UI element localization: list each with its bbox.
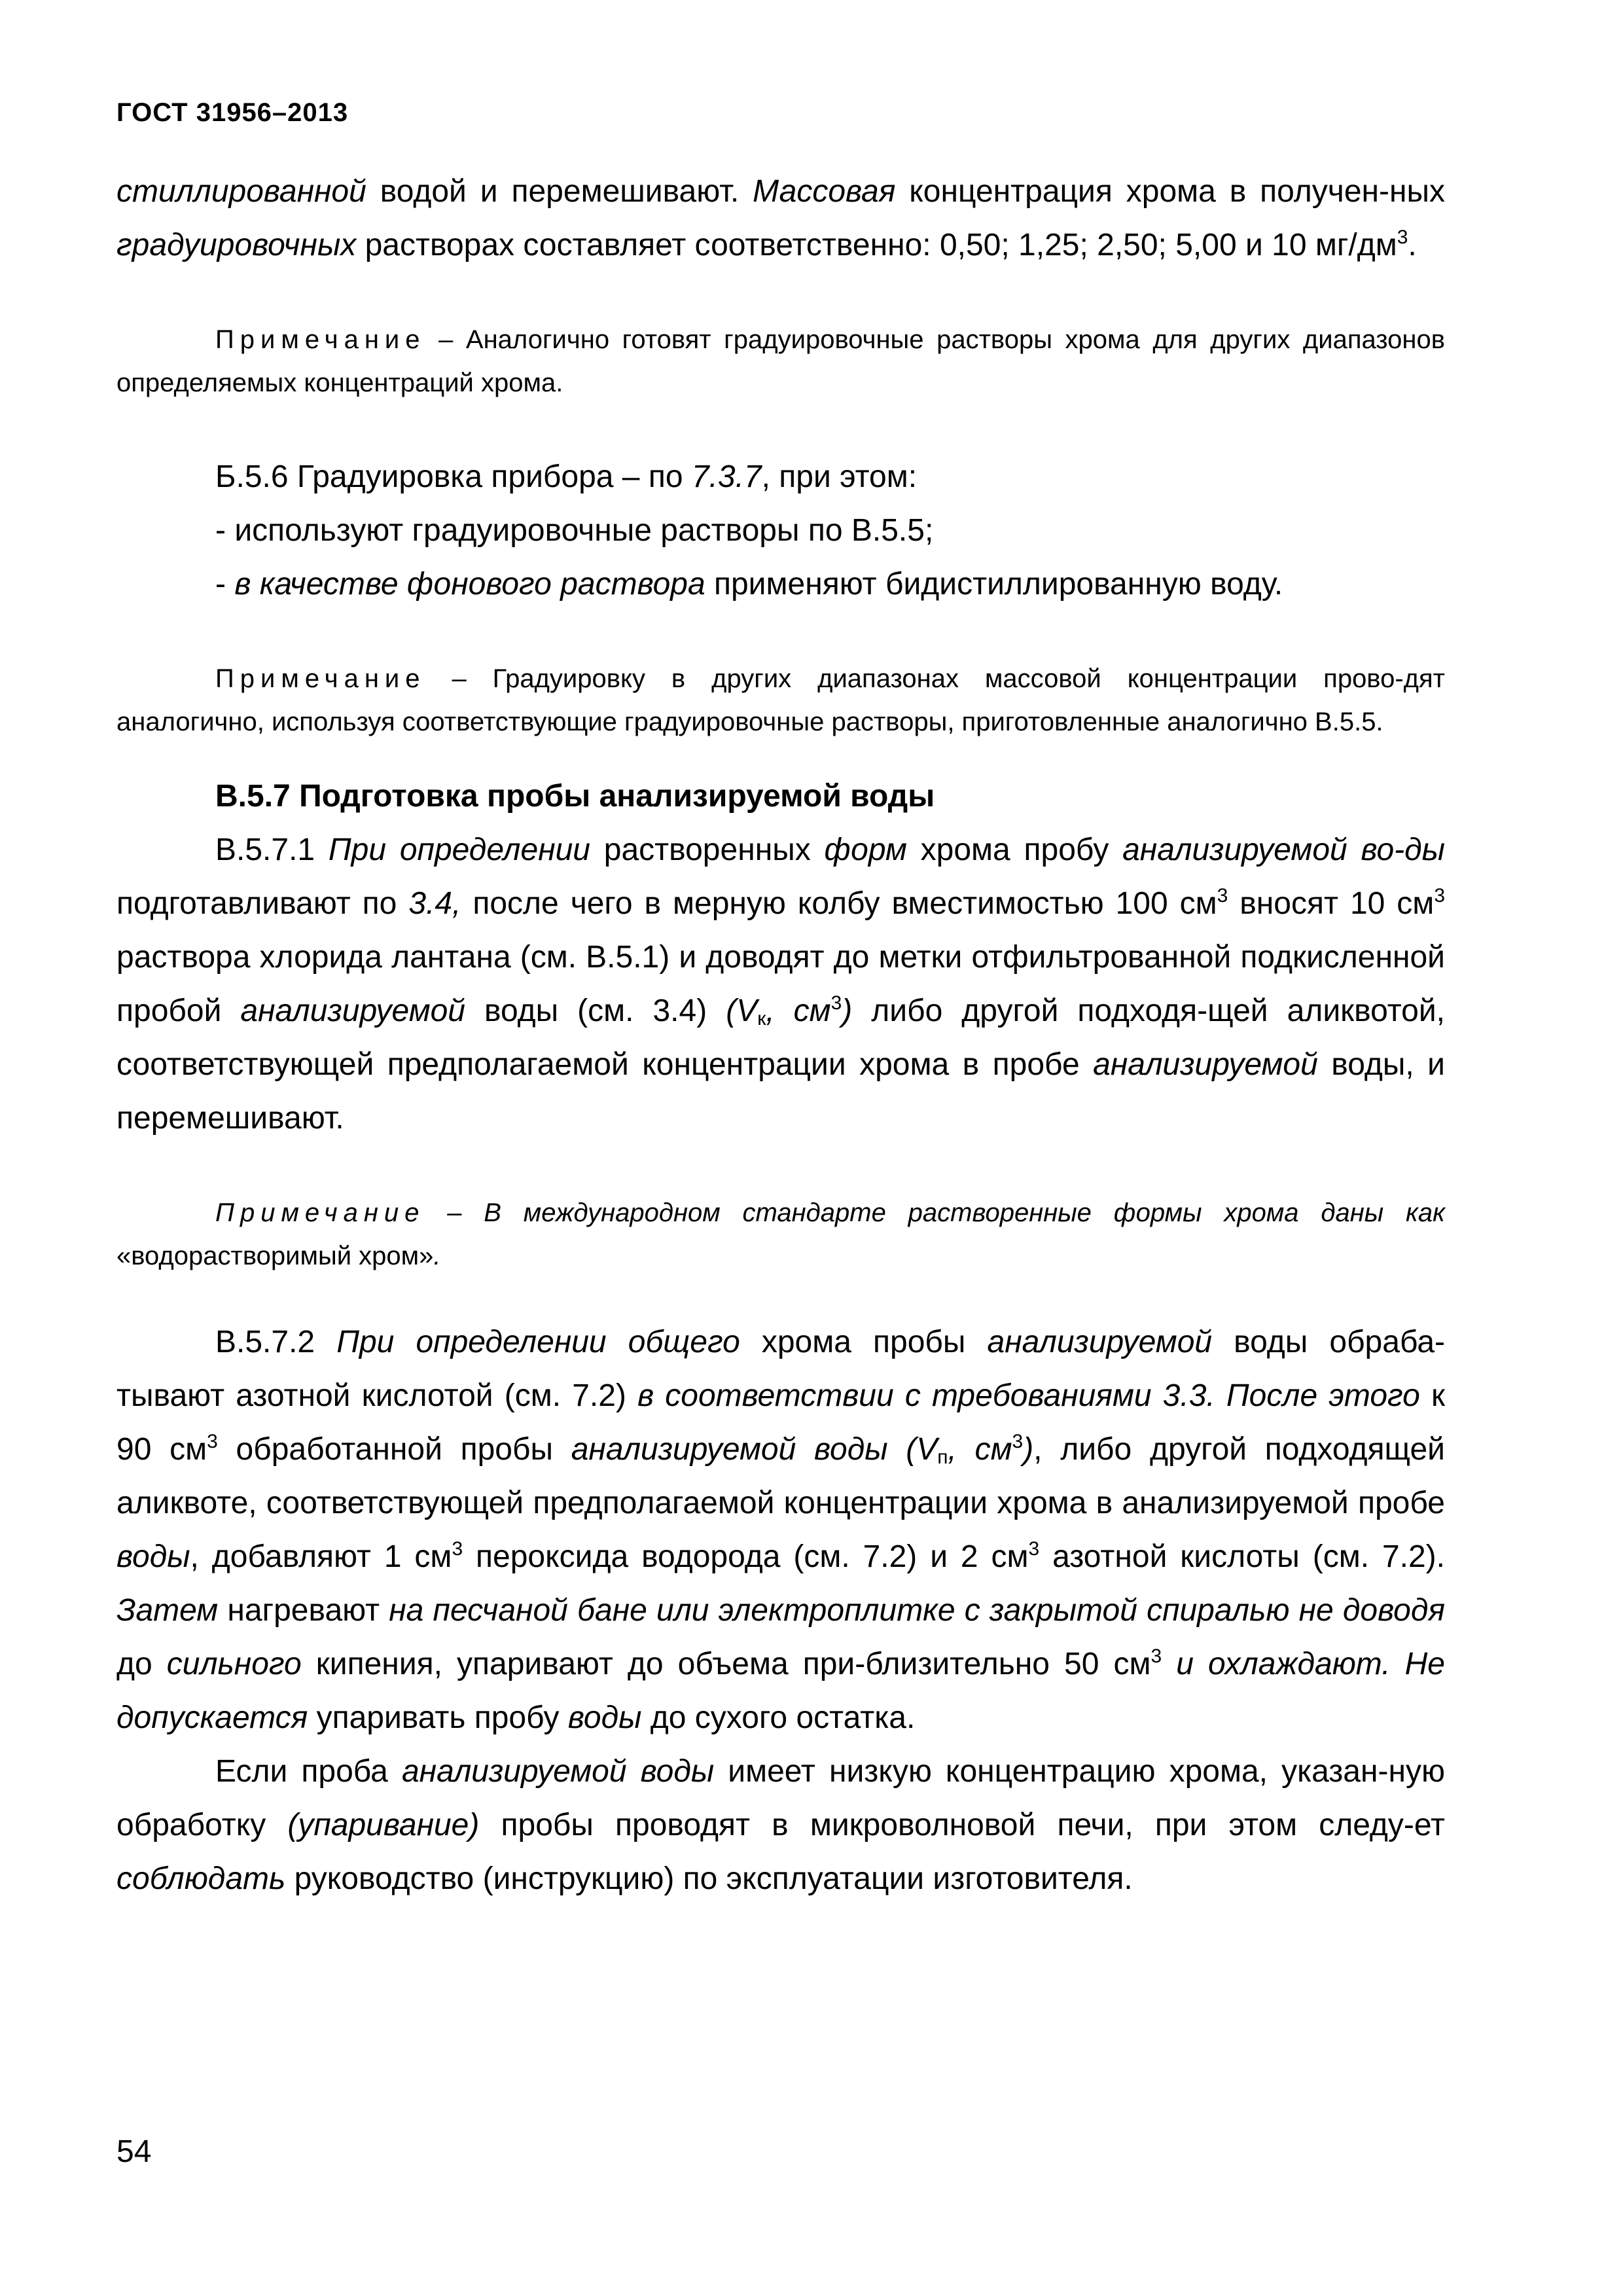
- note-label: Примечание: [215, 1198, 425, 1227]
- text: растворенных: [590, 833, 825, 867]
- text-italic: (V: [726, 994, 758, 1028]
- text: водой и перемешивают.: [366, 174, 753, 209]
- text: упаривать пробу: [308, 1700, 568, 1735]
- text-italic: градуировочных: [116, 228, 357, 262]
- text-italic: соблюдать: [116, 1861, 286, 1896]
- text-italic: на песчаной бане или электроплитке с закрытой спиралью не доводя: [389, 1593, 1445, 1628]
- text: , при этом:: [761, 459, 918, 494]
- text-italic: анализируемой: [1093, 1047, 1318, 1082]
- section-title: В.5.7 Подготовка пробы анализируемой воды: [215, 779, 935, 814]
- text-italic: Затем: [116, 1593, 219, 1628]
- text: до сухого остатка.: [641, 1700, 916, 1735]
- text: нагревают: [218, 1593, 389, 1628]
- note-1: [116, 318, 1445, 404]
- superscript: 3: [207, 1431, 218, 1452]
- text: азотной кислоты (см. 7.2).: [1039, 1539, 1445, 1574]
- text-italic: сильного: [166, 1647, 302, 1681]
- subscript: к: [757, 1008, 766, 1030]
- text: , добавляют 1 см: [190, 1539, 452, 1574]
- superscript: 3: [830, 992, 842, 1014]
- text: либо другой подходя-щей аликвотой, соответствующей предполагаемой концентрации хрома в пробе: [116, 994, 1446, 1082]
- text: к 90 см: [116, 1378, 1446, 1467]
- note-text: – Градуировку в других диапазонах массовой концентрации прово-дят аналогично, используя соответствующие градуировочные растворы, приготовленные аналогично В.5.5.: [116, 664, 1445, 736]
- note-2: [116, 657, 1445, 744]
- text: растворах составляет соответственно: 0,50; 1,25; 2,50; 5,00 и 10 мг/дм: [356, 228, 1397, 262]
- text-italic: стиллированной: [116, 174, 366, 209]
- text: обработанной пробы: [217, 1432, 571, 1467]
- superscript: 3: [452, 1538, 463, 1560]
- text: Б.5.6 Градуировка прибора – по: [215, 459, 692, 494]
- text: Если проба: [215, 1754, 402, 1789]
- note-label: Примечание: [215, 664, 426, 693]
- note-text: – Аналогично готовят градуировочные растворы хрома для других диапазонов определяемых концентраций хрома.: [116, 325, 1445, 397]
- text-italic: , см: [766, 994, 831, 1028]
- list-item-1: - используют градуировочные растворы по В.5.5;: [215, 513, 934, 548]
- superscript: 3: [1397, 226, 1408, 248]
- text: кипения, упаривают до объема при-близительно 50 см: [301, 1647, 1151, 1681]
- superscript: 3: [1434, 885, 1445, 906]
- text: -: [215, 567, 235, 601]
- text-italic: воды: [116, 1539, 190, 1574]
- text-italic: в соответствии с требованиями 3.3. После этого: [637, 1378, 1420, 1413]
- text-italic: анализируемой: [987, 1325, 1213, 1359]
- text: .: [1408, 228, 1417, 262]
- text: хрома пробы: [740, 1325, 988, 1359]
- text: пероксида водорода (см. 7.2) и 2 см: [463, 1539, 1029, 1574]
- text: пробы проводят в микроволновой печи, при этом следу-ет: [479, 1808, 1445, 1842]
- text: В.5.7.2: [215, 1325, 337, 1359]
- superscript: 3: [1028, 1538, 1040, 1560]
- text-italic: 7.3.7: [691, 459, 762, 494]
- list-item-2: [116, 558, 1445, 611]
- text: воды, и перемешивают.: [116, 1047, 1445, 1136]
- clause-b572: [116, 1316, 1445, 1745]
- clause-b571: [116, 823, 1445, 1145]
- text: до: [116, 1647, 167, 1681]
- subscript: п: [937, 1446, 948, 1468]
- text-italic: ): [842, 994, 853, 1028]
- note-text: – В международном стандарте растворенные формы хрома даны как: [425, 1198, 1445, 1227]
- text: подготавливают по: [116, 886, 409, 921]
- text-italic: 3.4,: [408, 886, 461, 921]
- superscript: 3: [1217, 885, 1228, 906]
- page-number: 54: [116, 2134, 152, 2169]
- note-3: [116, 1191, 1445, 1278]
- text-italic: ): [1023, 1432, 1034, 1467]
- superscript: 3: [1150, 1645, 1162, 1667]
- text: имеет низкую концентрацию хрома, указан-ную обработку: [116, 1754, 1446, 1842]
- clause-b56: [116, 450, 1445, 504]
- superscript: 3: [1012, 1431, 1024, 1452]
- text: применяют бидистиллированную воду.: [705, 567, 1283, 601]
- text-italic: При определении общего: [336, 1325, 740, 1359]
- text: после чего в мерную колбу вместимостью 100 см: [461, 886, 1217, 921]
- note-label: Примечание: [215, 325, 426, 354]
- text: руководство (инструкцию) по эксплуатации изготовителя.: [285, 1861, 1133, 1896]
- paragraph-continuation: [116, 165, 1445, 272]
- text-italic: в качестве фонового раствора: [234, 567, 705, 601]
- text: воды обраба-тывают азотной кислотой (см. 7.2): [116, 1325, 1446, 1413]
- text: концентрация хрома в получен-ных: [895, 174, 1446, 209]
- text-italic: воды: [567, 1700, 642, 1735]
- text-italic: , см: [948, 1432, 1012, 1467]
- text-italic: .: [433, 1242, 441, 1270]
- text: вносят 10 см: [1228, 886, 1435, 921]
- text-italic: форм: [824, 833, 907, 867]
- text: хрома пробу: [906, 833, 1123, 867]
- page-content: [116, 165, 1445, 1906]
- text-italic: анализируемой воды: [401, 1754, 715, 1789]
- text: воды (см. 3.4): [465, 994, 726, 1028]
- text: В.5.7.1: [215, 833, 329, 867]
- text-italic: анализируемой: [240, 994, 465, 1028]
- text: «водорастворимый хром»: [116, 1242, 434, 1270]
- text-italic: анализируемой во-ды: [1122, 833, 1446, 867]
- text: раствора хлорида лантана (см. В.5.1) и доводят до метки отфильтрованной подкисленной пробой: [116, 940, 1445, 1028]
- paragraph-microwave: [116, 1745, 1445, 1906]
- text-italic: При определении: [328, 833, 590, 867]
- text: , либо другой подходящей аликвоте, соответствующей предполагаемой концентрации хрома в анализируемой пробе: [116, 1432, 1445, 1520]
- text-italic: анализируемой воды (V: [571, 1432, 938, 1467]
- text-italic: и охлаждают. Не допускается: [116, 1647, 1445, 1735]
- text-italic: Массовая: [753, 174, 896, 209]
- text-italic: (упаривание): [287, 1808, 480, 1842]
- standard-code-header: ГОСТ 31956–2013: [116, 98, 349, 127]
